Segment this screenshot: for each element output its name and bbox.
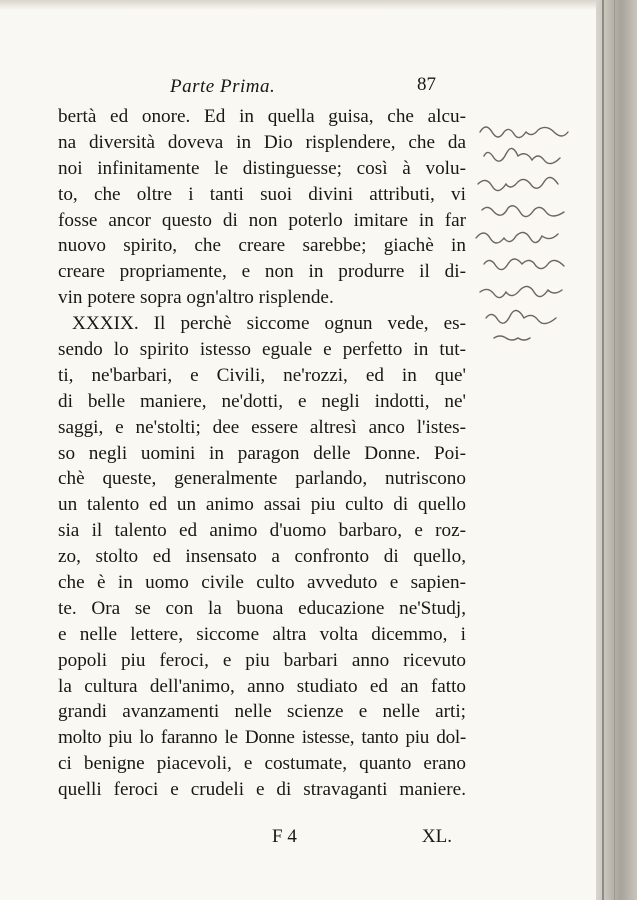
text-line: creare propriamente, e non in produrre il di- [58, 261, 466, 283]
book-spine-edge [596, 0, 637, 900]
text-line: di belle maniere, ne'dotti, e negli indotti, ne' [58, 390, 466, 412]
text-line: un talento ed un animo assai piu culto di quello [58, 494, 466, 516]
text-line: sendo lo spirito istesso eguale e perfetto in tut- [58, 339, 466, 361]
page-top-edge [0, 0, 600, 10]
page-header [170, 72, 440, 102]
running-head: Parte Prima. [170, 76, 276, 97]
signature-mark: F 4 [272, 826, 297, 847]
text-line: sia il talento ed animo d'uomo barbaro, e roz- [58, 520, 466, 542]
catchword: XL. [421, 826, 452, 847]
text-line: so negli uomini in paragon delle Donne. Poi- [58, 442, 466, 464]
page-footer [272, 826, 452, 854]
text-line: bertà ed onore. Ed in quella guisa, che alcu- [58, 106, 466, 127]
text-line: grandi avanzamenti nelle scienze e nelle arti; [58, 701, 466, 723]
handwritten-margin-notes [474, 110, 596, 350]
text-line: quelli feroci e crudeli e di stravaganti maniere. [58, 779, 466, 801]
text-line: nuovo spirito, che creare sarebbe; giachè in [58, 235, 466, 257]
text-line: zo, stolto ed insensato a confronto di quello, [58, 546, 466, 568]
text-line: saggi, e ne'stolti; dee essere altresì anco l'istes- [58, 416, 466, 438]
text-line: che è in uomo civile culto avveduto e sapien- [58, 572, 466, 594]
text-line: fosse ancor questo di non poterlo imitare in far [58, 209, 466, 231]
text-line: noi infinitamente le distinguesse; così à volu- [58, 157, 466, 179]
text-line: ti, ne'barbari, e Civili, ne'rozzi, ed in que' [58, 364, 466, 386]
text-line: e nelle lettere, siccome altra volta dicemmo, i [58, 623, 466, 645]
text-line: to, che oltre i tanti suoi divini attributi, vi [58, 183, 466, 205]
page-number: 87 [417, 74, 436, 95]
text-line: vin potere sopra ogn'altro risplende. [58, 287, 334, 309]
text-line: la cultura dell'animo, anno studiato ed an fatto [58, 675, 466, 697]
text-line: chè queste, generalmente parlando, nutriscono [58, 468, 466, 490]
paragraph-start-line: XXXIX. Il perchè siccome ognun vede, es- [72, 313, 466, 335]
text-line: ci benigne piacevoli, e costumate, quanto erano [58, 753, 466, 775]
body-text [58, 104, 466, 803]
text-line: na diversità doveva in Dio risplendere, che da [58, 131, 466, 153]
text-line: molto piu lo faranno le Donne istesse, tanto piu dol- [58, 727, 466, 749]
text-line: te. Ora se con la buona educazione ne'Studj, [58, 597, 466, 619]
text-line: popoli piu feroci, e piu barbari anno ricevuto [58, 649, 466, 671]
